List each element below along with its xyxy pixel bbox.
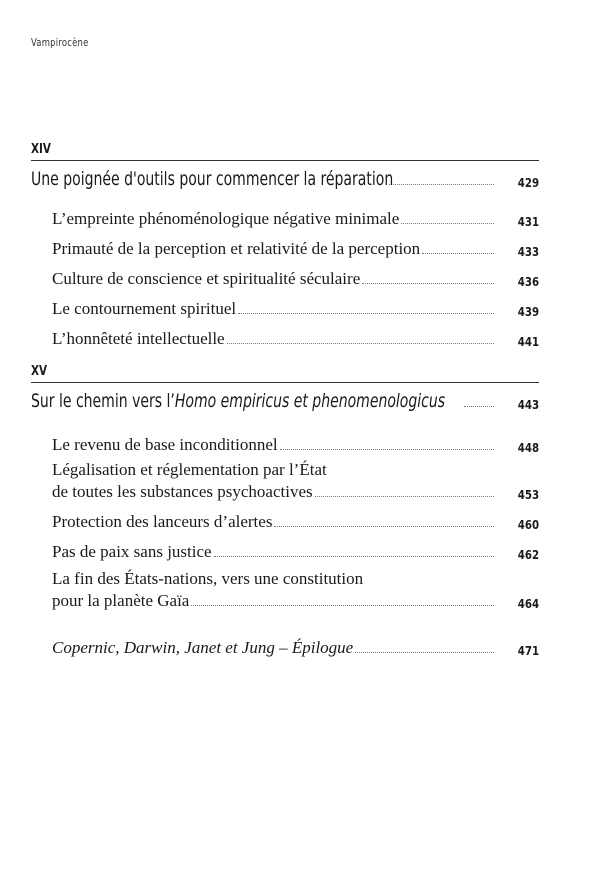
section-title: Le revenu de base inconditionnel [52,435,278,454]
section-title: Primauté de la perception et relativité de la perception [52,239,421,258]
section-title-line1: Légalisation et réglementation par l’État [52,460,327,479]
leader-dots [401,222,494,224]
toc-entry[interactable] [31,259,539,289]
running-head: Vampirocène [31,36,89,49]
toc-entry-chapter[interactable] [31,164,539,190]
chapter-title-italic: Homo empiricus et phenomenologicus [174,390,446,412]
section-title-line1: La fin des États-nations, vers une constitution [52,569,364,588]
chapter-title-prefix: Sur le chemin vers l’ [31,390,175,412]
leader-dots [214,555,494,557]
page-number: 429 [517,176,539,190]
leader-dots [280,448,494,450]
section-title-line2-row [52,480,539,502]
toc-entry[interactable] [31,532,539,562]
section-title-line2: de toutes les substances psychoactives [52,482,313,501]
toc-entry[interactable] [31,502,539,532]
toc-entry[interactable] [31,319,539,349]
section-title: Protection des lanceurs d’alertes [52,512,273,531]
toc-entry-epilogue[interactable] [31,632,539,658]
chapter-title [31,390,445,412]
toc-entry[interactable] [31,199,539,229]
section-title: Culture de conscience et spiritualité séculaire [52,269,361,288]
section-title-line2-row [52,589,539,611]
section-title-line2: pour la planète Gaïa [52,591,190,610]
page-number: 462 [517,548,539,562]
page-number: 436 [517,275,539,289]
leader-dots [238,312,494,314]
section-title: L’honnêteté intellectuelle [52,329,225,348]
toc-entry[interactable] [31,460,539,502]
leader-dots [362,282,494,284]
part-rule [31,160,539,161]
section-title: Pas de paix sans justice [52,542,212,561]
chapter-title: Une poignée d'outils pour commencer la réparation [31,168,394,190]
leader-dots [422,252,494,254]
leader-dots [274,525,493,527]
section-title: L’empreinte phénoménologique négative minimale [52,209,400,228]
leader-dots [315,495,494,497]
part-xiv [31,142,539,349]
toc-entry[interactable] [31,569,539,611]
leader-dots [227,342,494,344]
leader-dots [191,604,494,606]
leader-dots [464,405,494,407]
page-number: 433 [517,245,539,259]
part-number: XIV [31,142,51,157]
leader-dots [389,183,494,185]
leader-dots [355,651,494,653]
page-number: 431 [517,215,539,229]
toc-entry[interactable] [31,229,539,259]
toc-entry[interactable] [31,289,539,319]
page-number: 439 [517,305,539,319]
page-number: 471 [517,644,539,658]
page-number: 441 [517,335,539,349]
page-number: 464 [517,597,539,611]
epilogue-title: Copernic, Darwin, Janet et Jung – Épilogue [52,638,354,657]
page-number: 453 [517,488,539,502]
page-number: 443 [517,398,539,412]
epilogue-block [31,632,539,658]
section-title: Le contournement spirituel [52,299,237,318]
toc-entry[interactable] [31,425,539,455]
part-number: XV [31,364,48,379]
page-number: 460 [517,518,539,532]
part-rule [31,382,539,383]
page-number: 448 [517,441,539,455]
part-xv [31,364,539,611]
toc-entry-chapter[interactable] [31,386,539,412]
